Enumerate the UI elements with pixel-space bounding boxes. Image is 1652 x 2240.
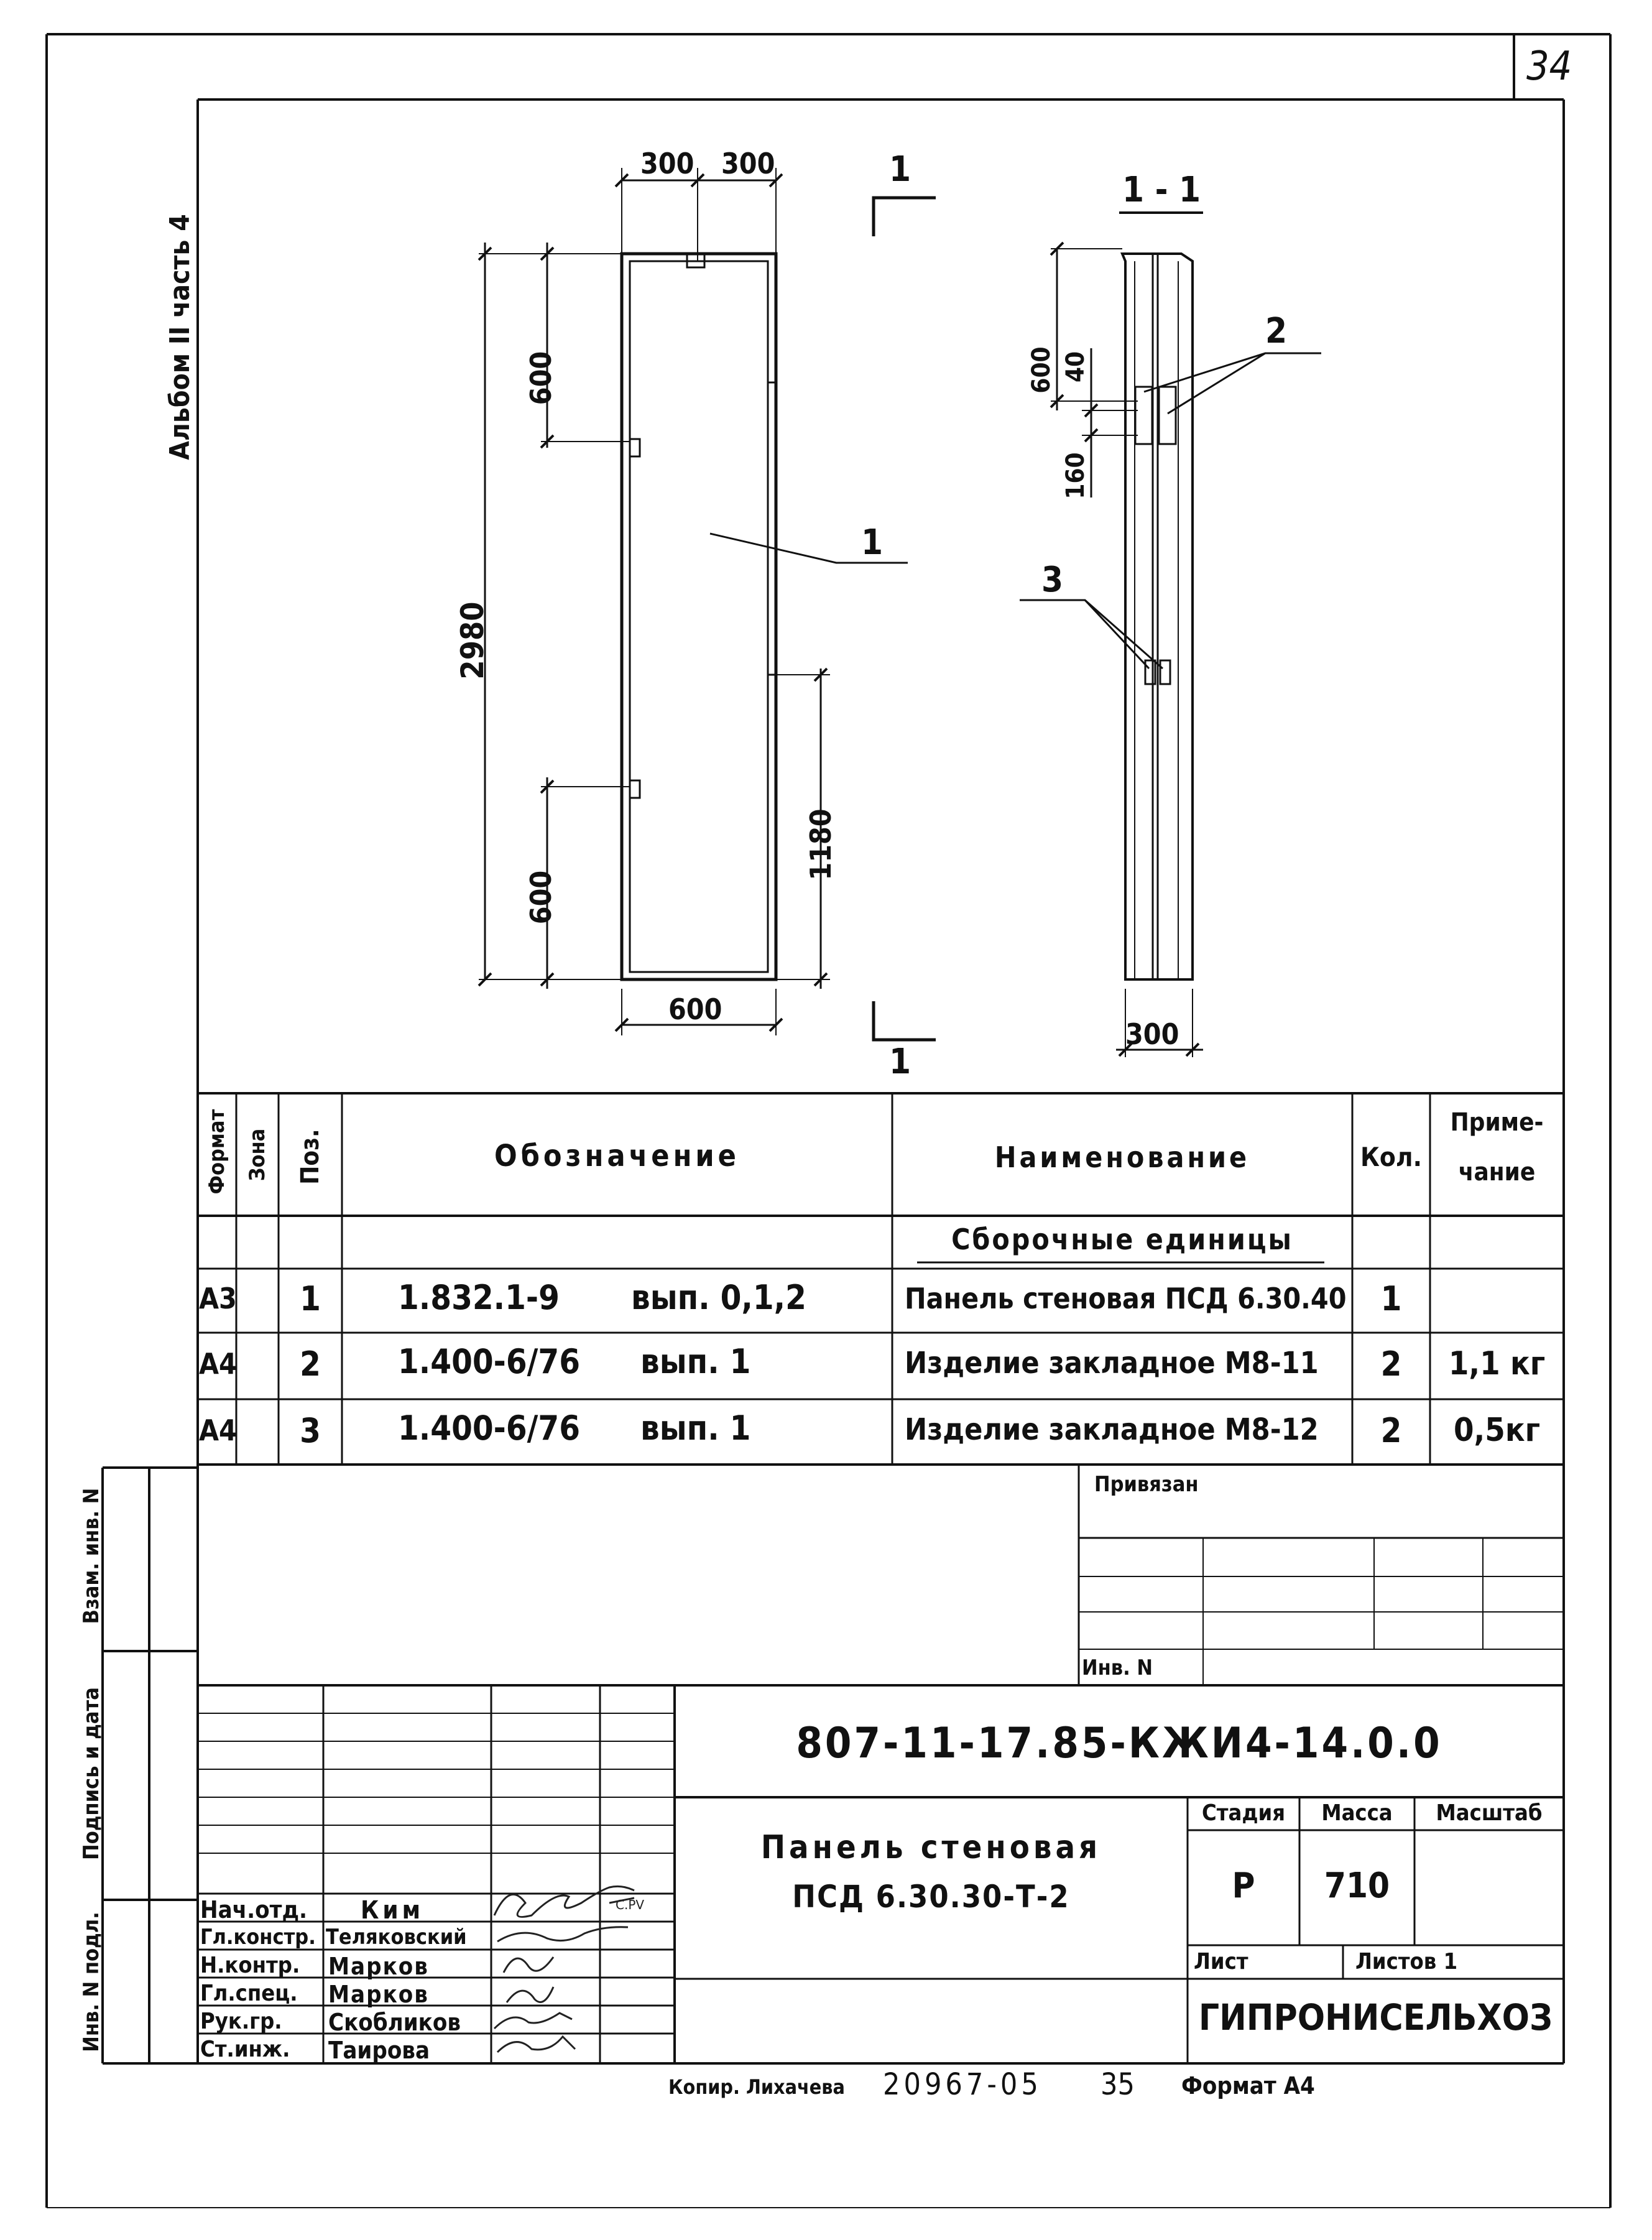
stage-value: Р [1232, 1866, 1255, 1906]
hdr-designation: Обозначение [494, 1139, 740, 1173]
signer-name-4: Марков [328, 1981, 429, 2008]
row3-designation: 1.400-6/76 [398, 1409, 580, 1448]
sign-date-label: Подпись и дата [79, 1687, 104, 1860]
signer-role-5: Рук.гр. [200, 2009, 282, 2034]
signer-role-6: Ст.инж. [200, 2037, 290, 2062]
signer-role-3: Н.контр. [200, 1953, 300, 1978]
row3-name: Изделие закладное М8-12 [905, 1412, 1319, 1447]
dim-top-right: 300 [721, 147, 775, 180]
hdr-pos: Поз. [296, 1129, 325, 1185]
signer-name-5: Скобликов [328, 2009, 461, 2036]
hdr-format: Формат [205, 1109, 229, 1195]
hdr-note-1: Приме- [1450, 1108, 1544, 1137]
section-title: 1 - 1 [1122, 170, 1201, 210]
inv-orig-label: Инв. N подл. [79, 1912, 104, 2052]
svg-text:C.PV: C.PV [616, 1897, 645, 1912]
title-line-2: ПСД 6.30.30-Т-2 [792, 1879, 1070, 1915]
callout-2: 2 [1265, 311, 1288, 351]
footer-format: Формат А4 [1181, 2072, 1315, 2099]
album-note: Альбом II часть 4 [164, 214, 196, 460]
signer-role-2: Гл.констр. [200, 1925, 316, 1950]
row3-issue: вып. 1 [640, 1409, 751, 1448]
row1-format: А3 [199, 1282, 237, 1315]
sheet-label: Лист [1194, 1949, 1248, 1974]
row2-pos: 2 [300, 1344, 321, 1384]
footer-copy: Копир. Лихачева [668, 2075, 845, 2099]
row1-qty: 1 [1380, 1279, 1402, 1318]
row2-note: 1,1 кг [1448, 1345, 1546, 1382]
hdr-qty: Кол. [1360, 1142, 1422, 1172]
row3-format: А4 [199, 1414, 237, 1447]
row2-format: А4 [199, 1347, 237, 1381]
row1-issue: вып. 0,1,2 [631, 1278, 806, 1317]
signer-name-3: Марков [328, 1953, 429, 1980]
mass-value: 710 [1324, 1866, 1390, 1906]
signer-name-1: Ким [361, 1896, 425, 1925]
row2-designation: 1.400-6/76 [398, 1342, 580, 1381]
footer-page: 35 [1101, 2067, 1135, 2102]
row3-note: 0,5кг [1453, 1412, 1541, 1449]
signer-name-6: Таирова [328, 2037, 430, 2064]
stage-label: Стадия [1201, 1800, 1286, 1826]
doc-code: 807-11-17.85-КЖИ4-14.0.0 [796, 1719, 1442, 1768]
row1-designation: 1.832.1-9 [398, 1278, 560, 1317]
group-title: Сборочные единицы [951, 1223, 1293, 1256]
dim-side-bottom: 300 [1125, 1017, 1179, 1051]
sheets-label: Листов 1 [1355, 1949, 1458, 1974]
scale-label: Масштаб [1436, 1800, 1543, 1826]
row2-issue: вып. 1 [640, 1342, 751, 1381]
row2-name: Изделие закладное М8-11 [905, 1346, 1319, 1381]
signer-name-2: Теляковский [326, 1925, 467, 1950]
callout-1: 1 [861, 522, 884, 563]
footer-order: 20967-05 [883, 2067, 1042, 2102]
hdr-name: Наименование [994, 1141, 1250, 1174]
title-line-1: Панель стеновая [760, 1829, 1102, 1866]
callout-3: 3 [1041, 560, 1064, 600]
dim-bottom-600: 600 [668, 993, 722, 1026]
dim-upper-600: 600 [524, 351, 558, 405]
mass-label: Масса [1321, 1800, 1393, 1826]
dim-total-2980: 2980 [455, 601, 491, 680]
signer-role-1: Нач.отд. [200, 1896, 308, 1923]
hdr-zone: Зона [245, 1128, 270, 1182]
row3-qty: 2 [1380, 1411, 1402, 1450]
dim-side-40: 40 [1061, 351, 1090, 383]
inv-label: Инв. N [1082, 1655, 1153, 1680]
sheet-number: 34 [1526, 44, 1572, 90]
dim-side-160: 160 [1061, 452, 1090, 499]
section-mark-top: 1 [889, 149, 911, 190]
row1-name: Панель стеновая ПСД 6.30.40 [905, 1282, 1347, 1315]
dim-side-600: 600 [1027, 346, 1056, 394]
dim-right-1180: 1180 [804, 808, 838, 881]
section-mark-bottom: 1 [889, 1042, 911, 1082]
dim-top-left: 300 [640, 147, 694, 180]
signatures [494, 1886, 634, 2052]
binding-label: Привязан [1094, 1472, 1199, 1497]
organization: ГИПРОНИСЕЛЬХОЗ [1198, 1996, 1553, 2039]
row2-qty: 2 [1380, 1344, 1402, 1384]
swap-inv-label: Взам. инв. N [79, 1488, 104, 1624]
hdr-note-2: чание [1458, 1158, 1536, 1187]
row1-pos: 1 [300, 1279, 321, 1318]
row3-pos: 3 [300, 1411, 321, 1450]
signer-role-4: Гл.спец. [200, 1981, 298, 2006]
dim-lower-600: 600 [524, 870, 558, 925]
